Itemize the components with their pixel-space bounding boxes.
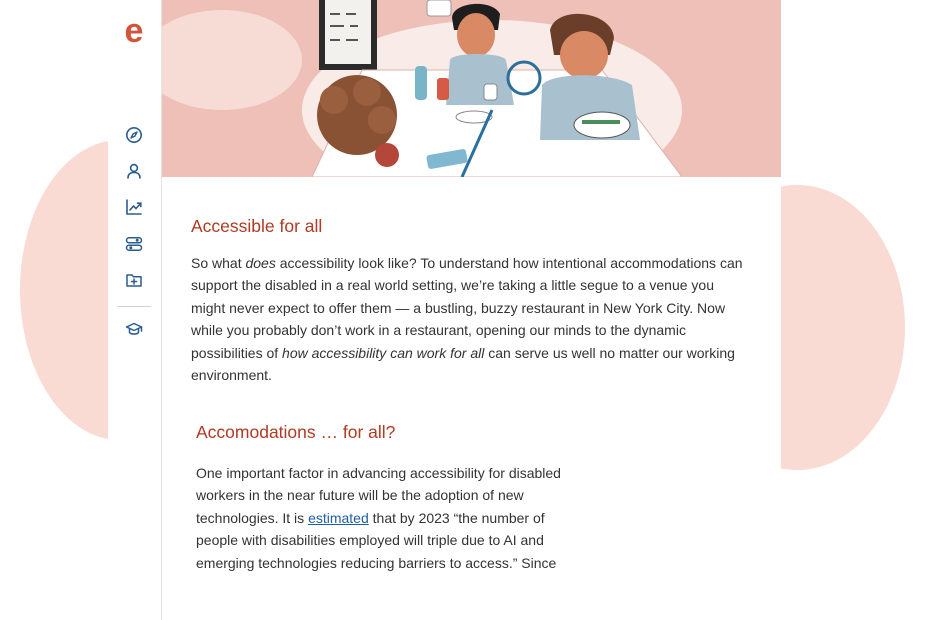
emphasis-text: does <box>245 255 276 271</box>
restaurant-illustration <box>162 0 781 177</box>
article-content <box>162 0 781 620</box>
user-icon <box>125 162 143 180</box>
sidebar <box>108 0 162 620</box>
sidebar-divider <box>118 306 151 307</box>
folder-plus-icon <box>125 271 143 289</box>
nav-add-folder[interactable] <box>125 271 143 289</box>
trending-chart-icon <box>125 198 143 216</box>
graduation-cap-icon <box>125 320 143 338</box>
nav-learning[interactable] <box>125 320 143 338</box>
nav-progress[interactable] <box>125 198 143 216</box>
brand-logo[interactable]: e <box>124 12 144 50</box>
estimated-link[interactable]: estimated <box>308 509 369 526</box>
hero-illustration <box>162 0 781 177</box>
section-heading-accessible: Accessible for all <box>191 216 323 236</box>
text-run: accessibility look like? To understand how intentional accommodations can support the disabled in a real world setting, we’re taking a little segue to a venue you might never expect to offer them — a bustling, buzzy restaurant in New York City. Now while you probably don’t work in a restaurant, opening our minds to the dynamic possibilities of <box>191 255 743 361</box>
text-run: that by 2023 “the number of people with disabilities employed will triple due to AI and emerging technologies reducing barriers to access.” Since <box>196 509 557 571</box>
compass-icon <box>125 126 143 144</box>
text-run: So what <box>191 255 246 271</box>
emphasis-text: how accessibility can work for all <box>282 344 485 361</box>
section-paragraph-accessible <box>191 252 751 386</box>
text-run: One important factor in advancing accessibility for disabled workers in the near future will be the adoption of new technologies. It is <box>196 465 561 526</box>
section-heading-accommodations: Accomodations … for all? <box>196 422 396 442</box>
text-run: can serve us well no matter our working environment. <box>191 344 735 384</box>
section-paragraph-accommodations <box>196 462 574 574</box>
toggles-icon <box>125 235 143 253</box>
nav-settings[interactable] <box>125 235 143 253</box>
nav-profile[interactable] <box>125 162 143 180</box>
nav-explore[interactable] <box>125 126 143 144</box>
